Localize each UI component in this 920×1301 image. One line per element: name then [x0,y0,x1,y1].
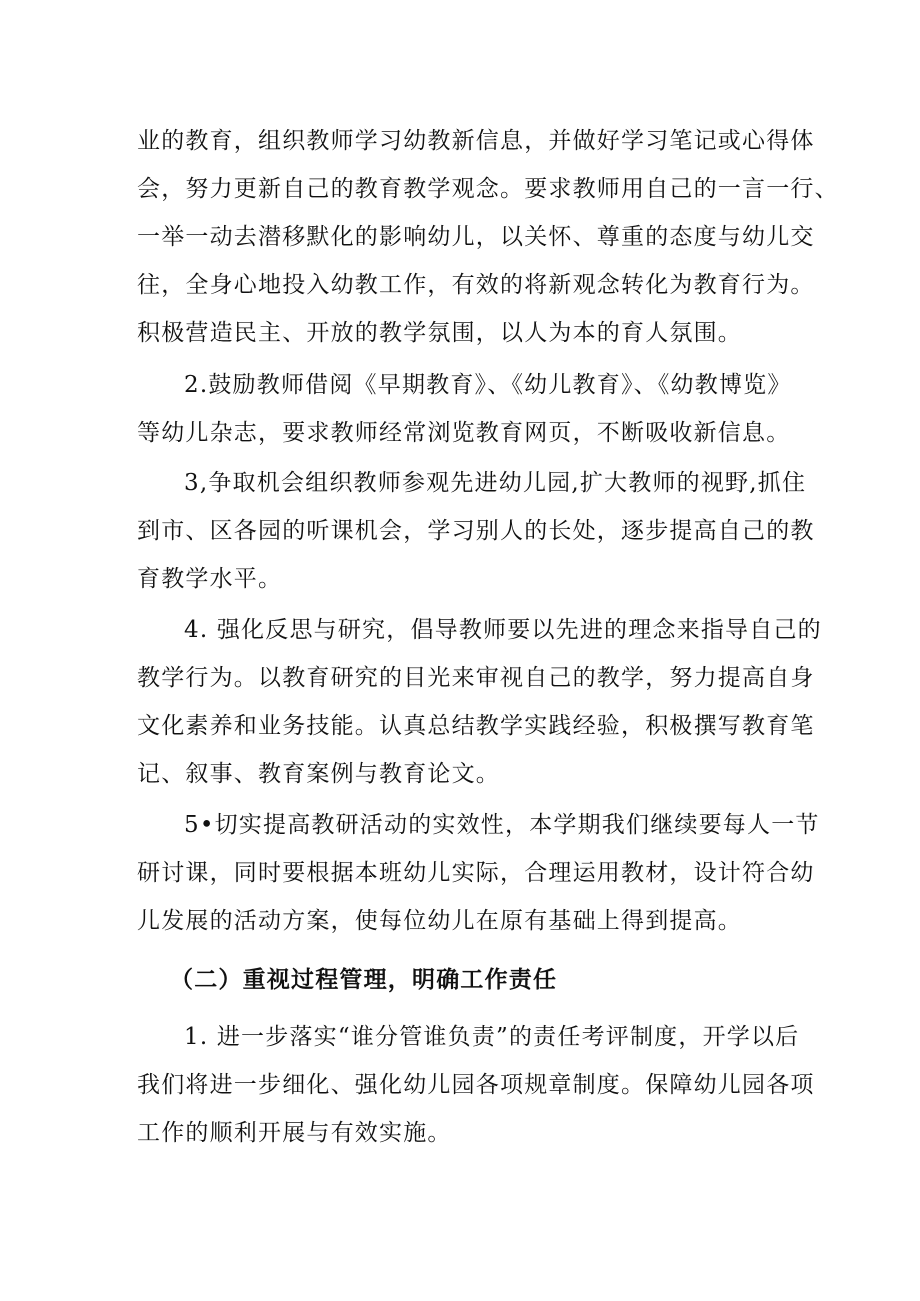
paragraph-line: 研讨课，同时要根据本班幼儿实际，合理运用教材，设计符合幼 [137,860,815,886]
paragraph-line: 往，全身心地投入幼教工作，有效的将新观念转化为教育行为。 [137,272,815,298]
paragraph-line: 1. 进一步落实“谁分管谁负责”的责任考评制度，开学以后 [184,1024,800,1050]
paragraph-line: 5•切实提高教研活动的实效性，本学期我们继续要每人一节 [184,812,820,838]
section-heading: （二）重视过程管理，明确工作责任 [170,966,558,993]
paragraph-line: 一举一动去潜移默化的影响幼儿，以关怀、尊重的态度与幼儿交 [137,224,815,250]
paragraph-line: 我们将进一步细化、强化幼儿园各项规章制度。保障幼儿园各项 [137,1072,815,1098]
paragraph-line: 文化素养和业务技能。认真总结教学实践经验，积极撰写教育笔 [137,713,815,739]
paragraph-line: 工作的顺利开展与有效实施。 [137,1120,452,1146]
paragraph-line: 业的教育，组织教师学习幼教新信息，并做好学习笔记或心得体 [137,128,815,154]
paragraph-line: 记、叙事、教育案例与教育论文。 [137,761,500,787]
paragraph-line: 会，努力更新自己的教育教学观念。要求教师用自己的一言一行、 [137,176,839,202]
paragraph-line: 积极营造民主、开放的教学氛围，以人为本的育人氛围。 [137,320,742,346]
paragraph-line: 2.鼓励教师借阅《早期教育》、《幼儿教育》、《幼教博览》 [184,372,792,398]
paragraph-line: 3,争取机会组织教师参观先进幼儿园,扩大教师的视野,抓住 [184,470,807,496]
paragraph-line: 到市、区各园的听课机会，学习别人的长处，逐步提高自己的教 [137,518,815,544]
paragraph-line: 4. 强化反思与研究，倡导教师要以先进的理念来指导自己的 [184,617,822,643]
paragraph-line: 育教学水平。 [137,566,283,592]
paragraph-line: 等幼儿杂志，要求教师经常浏览教育网页，不断吸收新信息。 [137,420,791,446]
paragraph-line: 儿发展的活动方案，使每位幼儿在原有基础上得到提高。 [137,908,742,934]
paragraph-line: 教学行为。以教育研究的目光来审视自己的教学，努力提高自身 [137,665,815,691]
